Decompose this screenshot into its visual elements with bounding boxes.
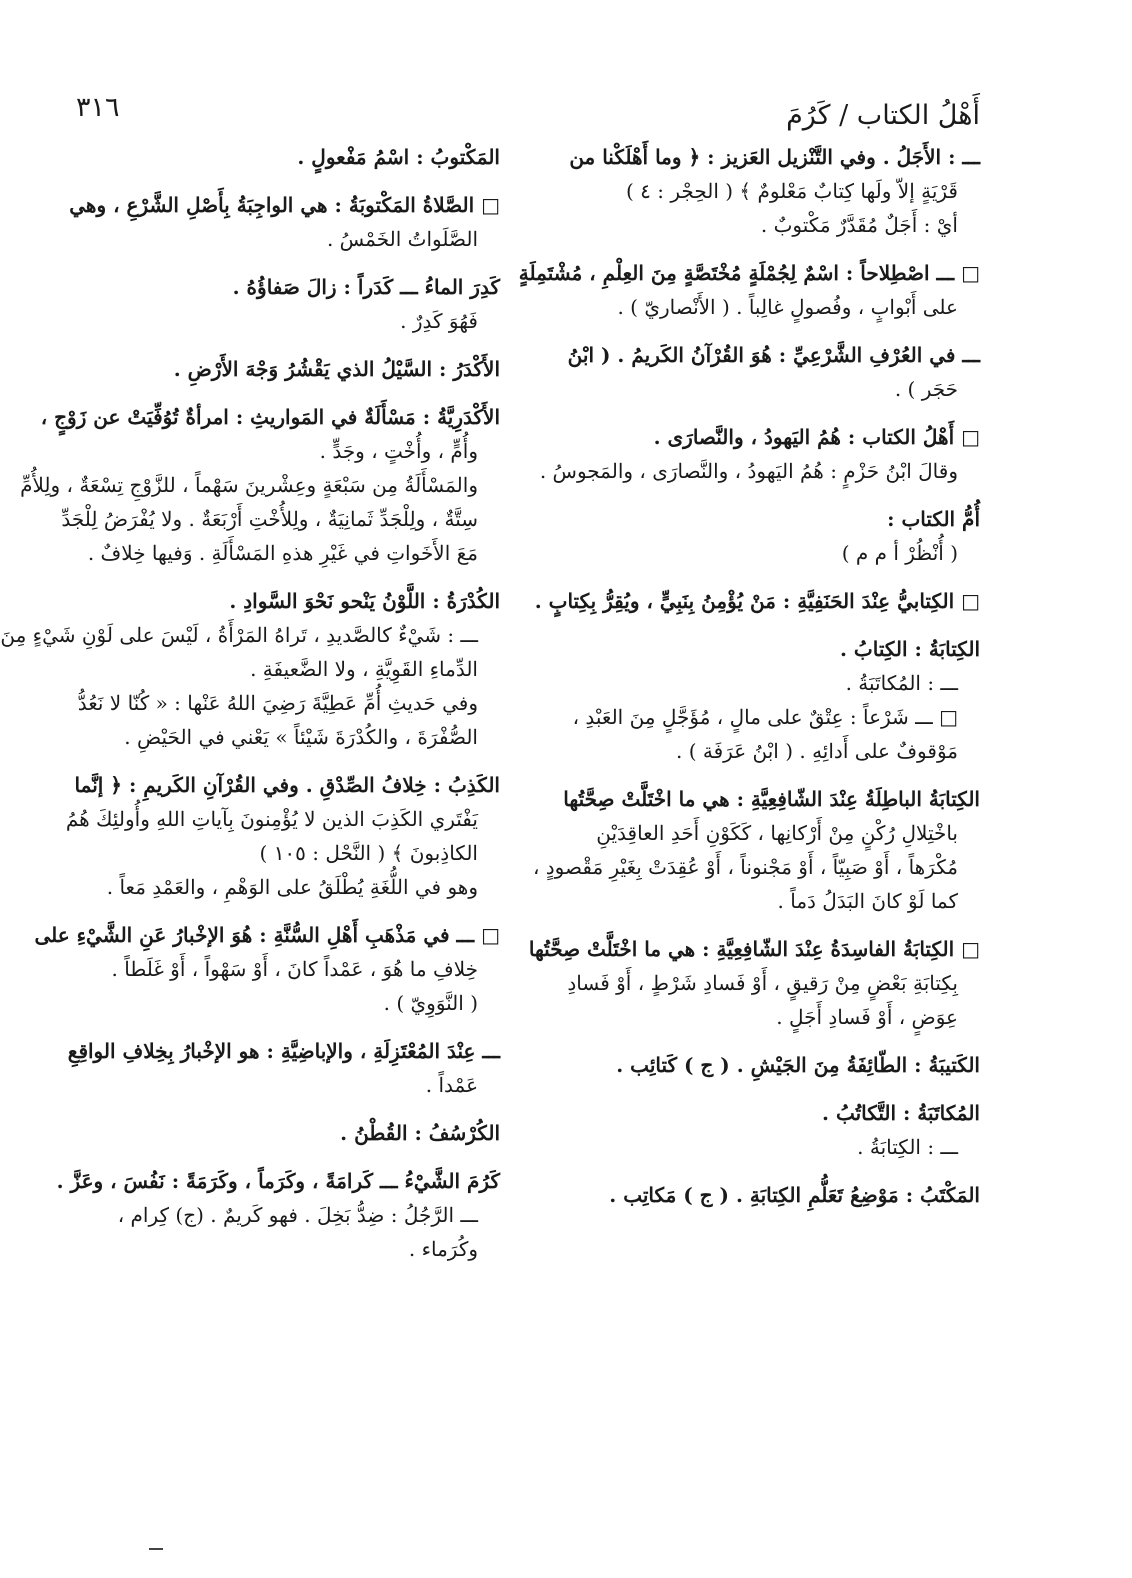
entry-text-line: مُكْرَهاً ، أَوْ صَبِيّاً ، أَوْ مَجْنوناً ، أَوْ عُقِدَتْ بِغَيْرِ مَقْصودٍ ، xyxy=(532,855,958,879)
dictionary-entry xyxy=(20,400,500,570)
entry-text-line: الكاذِبونَ ﴾ ( النَّحْل : ١٠٥ ) xyxy=(259,841,478,865)
dictionary-entry xyxy=(69,188,500,256)
dictionary-entry xyxy=(562,1048,980,1082)
dictionary-entry xyxy=(56,1164,500,1266)
entry-text-line: الصَّلَواتُ الخَمْسُ . xyxy=(326,227,478,251)
entry-text-line: ـــ : الكِتابَةُ . xyxy=(857,1135,958,1159)
dictionary-entry xyxy=(72,1116,500,1150)
entry-headword-line: كَرُمَ الشَّيْءُ ـــ كَرامَةً ، وكَرَماً ، وكَرَمَةً : نَفُسَ ، وعَزَّ . xyxy=(56,1169,500,1193)
entry-headword-line: المَكْتَبُ : مَوْضِعُ تَعَلُّمِ الكِتابَةِ . ( ج ) مَكاتِب . xyxy=(609,1183,980,1207)
entry-text-line: عِوَضٍ ، أَوْ فَسادِ أَجَلٍ . xyxy=(776,1005,958,1029)
dictionary-entry xyxy=(562,502,980,570)
entry-text-line: وأُمٍّ ، وأُخْتٍ ، وجَدٍّ . xyxy=(319,439,478,463)
entry-text-line: الدِّماءِ القَوِيَّةِ ، ولا الضَّعيفَةِ . xyxy=(250,657,478,681)
dictionary-entry xyxy=(0,584,500,754)
entry-text-line: مَعَ الأَخَواتِ في غَيْرِ هذهِ المَسْأَلَةِ . وَفيها خِلافٌ . xyxy=(87,541,478,565)
dictionary-entry xyxy=(34,918,500,1020)
entry-headword-line: □ ـــ في مَذْهَبِ أَهْلِ السُّنَّةِ : هُوَ الإخْبارُ عَنِ الشَّيْءِ على xyxy=(34,923,500,947)
dictionary-entry xyxy=(562,338,980,406)
dictionary-entry xyxy=(72,270,500,338)
entry-text-line: وقالَ ابْنُ حَزْمٍ : هُمُ اليَهودُ ، والنَّصارَى ، والمَجوسُ . xyxy=(539,459,958,483)
dictionary-entry xyxy=(534,584,980,618)
dictionary-entry xyxy=(562,1178,980,1212)
entry-headword-line: □ الكِتابيُّ عِنْدَ الحَنَفِيَّةِ : مَنْ يُؤْمِنُ بِنَبِيٍّ ، ويُقِرُّ بِكِتابٍ . xyxy=(534,589,980,613)
entry-headword-line: الكُرْسُفُ : القُطْنُ . xyxy=(340,1121,500,1145)
dictionary-entry xyxy=(72,140,500,174)
entry-headword-line: الكَذِبُ : خِلافُ الصِّدْقِ . وفي القُرْآنِ الكَريمِ : ﴿ إنَّما xyxy=(74,773,500,797)
dictionary-entry xyxy=(518,256,980,324)
entry-headword-line: □ الصَّلاةُ المَكْتوبَةُ : هي الواجِبَةُ بِأَصْلِ الشَّرْعِ ، وهي xyxy=(69,193,500,217)
entry-headword-line: الكُدْرَةُ : اللَّوْنُ يَنْحو نَحْوَ السَّوادِ . xyxy=(229,589,500,613)
dictionary-entry xyxy=(539,420,980,488)
left-column xyxy=(0,140,500,1280)
entry-text-line: يَفْتَري الكَذِبَ الذين لا يُؤْمِنونَ بِآياتِ اللهِ وأُولئِكَ هُمُ xyxy=(65,807,478,831)
entry-text-line: عَمْداً . xyxy=(425,1073,478,1097)
dictionary-entry xyxy=(65,768,500,904)
entry-text-line: باخْتِلالِ رُكْنٍ مِنْ أَرْكانِها ، كَكَوْنِ أَحَدِ العاقِدَيْنِ xyxy=(596,821,958,845)
dictionary-entry xyxy=(67,1034,500,1102)
right-column xyxy=(518,140,980,1226)
dictionary-entry xyxy=(562,1096,980,1164)
entry-headword-line: □ ـــ اصْطِلاحاً : اسْمٌ لِجُمْلَةٍ مُخْتَصَّةٍ مِنَ العِلْمِ ، مُشْتَمِلَةٍ xyxy=(518,261,980,285)
page-mark xyxy=(149,1548,163,1550)
entry-text-line: وهو في اللُّغَةِ يُطْلَقُ على الوَهْمِ ، والعَمْدِ مَعاً . xyxy=(106,875,478,899)
entry-text-line: سِتَّةٌ ، ولِلْجَدِّ ثَمانِيَةٌ ، ولِلأُخْتِ أَرْبَعَةٌ . ولا يُفْرَضُ لِلْجَدِّ xyxy=(61,507,478,531)
entry-text-line: ـــ : شَيْءٌ كالصَّديدِ ، تَراهُ المَرْأَةُ ، لَيْسَ على لَوْنِ شَيْءٍ مِنَ xyxy=(0,623,478,647)
dictionary-entry xyxy=(562,140,980,242)
entry-text-line: وكُرَماء . xyxy=(408,1237,478,1261)
entry-text-line: □ ـــ شَرْعاً : عِتْقٌ على مالٍ ، مُؤَجَّلٍ مِنَ العَبْدِ ، xyxy=(572,705,958,729)
entry-text-line: فَهُوَ كَدِرٌ . xyxy=(400,309,478,333)
entry-headword-line: الكِتابَةُ : الكِتابُ . xyxy=(840,637,980,661)
entry-headword-line: ـــ : الأَجَلُ . وفي التَّنْزيل العَزيز : ﴿ وما أَهْلَكْنا من xyxy=(569,145,980,169)
entry-headword-line: أُمُّ الكتاب : xyxy=(887,507,980,531)
entry-headword-line: كَدِرَ الماءُ ـــ كَدَراً : زالَ صَفاؤُهُ . xyxy=(232,275,500,299)
entry-text-line: ـــ : المُكاتَبَةُ . xyxy=(845,671,958,695)
entry-text-line: وفي حَديثِ أُمِّ عَطِيَّةَ رَضِيَ اللهُ عَنْها : « كُنّا لا نَعُدُّ xyxy=(77,691,478,715)
dictionary-entry xyxy=(532,782,980,918)
entry-text-line: على أَبْوابٍ ، وفُصولٍ غالِباً . ( الأَنْصاريّ ) . xyxy=(617,295,958,319)
entry-text-line: ( أُنْظُرْ أ م م ) xyxy=(841,541,958,565)
entry-headword-line: □ الكِتابَةُ الفاسِدَةُ عِنْدَ الشّافِعِيَّةِ : هي ما اخْتَلَّتْ صِحَّتُها xyxy=(528,937,980,961)
entry-headword-line: الأَكْدَرِيَّةُ : مَسْأَلَةٌ في المَواريثِ : امرأةٌ تُوُفِّيَتْ عن زَوْجٍ ، xyxy=(40,405,500,429)
entry-headword-line: المَكْتوبُ : اسْمُ مَفْعولٍ . xyxy=(297,145,500,169)
entry-text-line: بِكِتابَةِ بَعْضٍ مِنْ رَقيقٍ ، أَوْ فَسادِ شَرْطٍ ، أَوْ فَسادِ xyxy=(567,971,958,995)
page-number: ٣١٦ xyxy=(76,92,120,123)
entry-text-line: ـــ الرَّجُلُ : ضِدُّ بَخِلَ . فهو كَريمٌ . (ج) كِرام ، xyxy=(117,1203,478,1227)
entry-text-line: والمَسْأَلَةُ مِن سَبْعَةٍ وعِشْرينَ سَهْماً ، للزَّوْجِ تِسْعَةٌ ، ولِلأُمِّ xyxy=(20,473,478,497)
entry-headword-line: ـــ في العُرْفِ الشَّرْعِيِّ : هُوَ القُرْآنُ الكَريمُ . ( ابْنُ xyxy=(567,343,980,367)
entry-text-line: ( النَّوَوِيّ ) . xyxy=(383,991,478,1015)
entry-text-line: مَوْقوفٌ على أَدائِهِ . ( ابْنُ عَرَفَة ) . xyxy=(676,739,958,763)
entry-text-line: حَجَر ) . xyxy=(894,377,958,401)
entry-headword-line: ـــ عِنْدَ المُعْتَزِلَةِ ، والإباضِيَّةِ : هو الإخْبارُ بِخِلافِ الواقِعِ xyxy=(67,1039,500,1063)
dictionary-entry xyxy=(528,932,980,1034)
entry-headword-line: الكَتيبَةُ : الطّائِفَةُ مِنَ الجَيْشِ . ( ج ) كَتائِب . xyxy=(616,1053,980,1077)
entry-text-line: أيْ : أَجَلٌ مُقَدَّرٌ مَكْتوبٌ . xyxy=(760,213,958,237)
entry-headword-line: الأَكْدَرُ : السَّيْلُ الذي يَقْشُرُ وَجْهَ الأَرْضِ . xyxy=(173,357,500,381)
dictionary-entry xyxy=(72,352,500,386)
running-header: أَهْلُ الكتاب / كَرُمَ xyxy=(786,100,980,131)
entry-headword-line: الكِتابَةُ الباطِلَةُ عِنْدَ الشّافِعِيَّةِ : هي ما اخْتَلَّتْ صِحَّتُها xyxy=(563,787,980,811)
entry-text-line: كما لَوْ كانَ البَدَلُ دَماً . xyxy=(777,889,958,913)
entry-headword-line: المُكاتَبَةُ : التَّكاتُبُ . xyxy=(822,1101,980,1125)
entry-text-line: خِلافِ ما هُوَ ، عَمْداً كانَ ، أَوْ سَهْواً ، أَوْ غَلَطاً . xyxy=(111,957,478,981)
entry-text-line: قَرْيَةٍ إلاّ ولَها كِتابٌ مَعْلومٌ ﴾ ( الحِجْر : ٤ ) xyxy=(626,179,958,203)
entry-headword-line: □ أَهْلُ الكتاب : هُمُ اليَهودُ ، والنَّصارَى . xyxy=(653,425,980,449)
entry-text-line: الصُّفْرَةَ ، والكُدْرَةَ شَيْئاً » يَعْني في الحَيْضِ . xyxy=(124,725,478,749)
dictionary-entry xyxy=(562,632,980,768)
